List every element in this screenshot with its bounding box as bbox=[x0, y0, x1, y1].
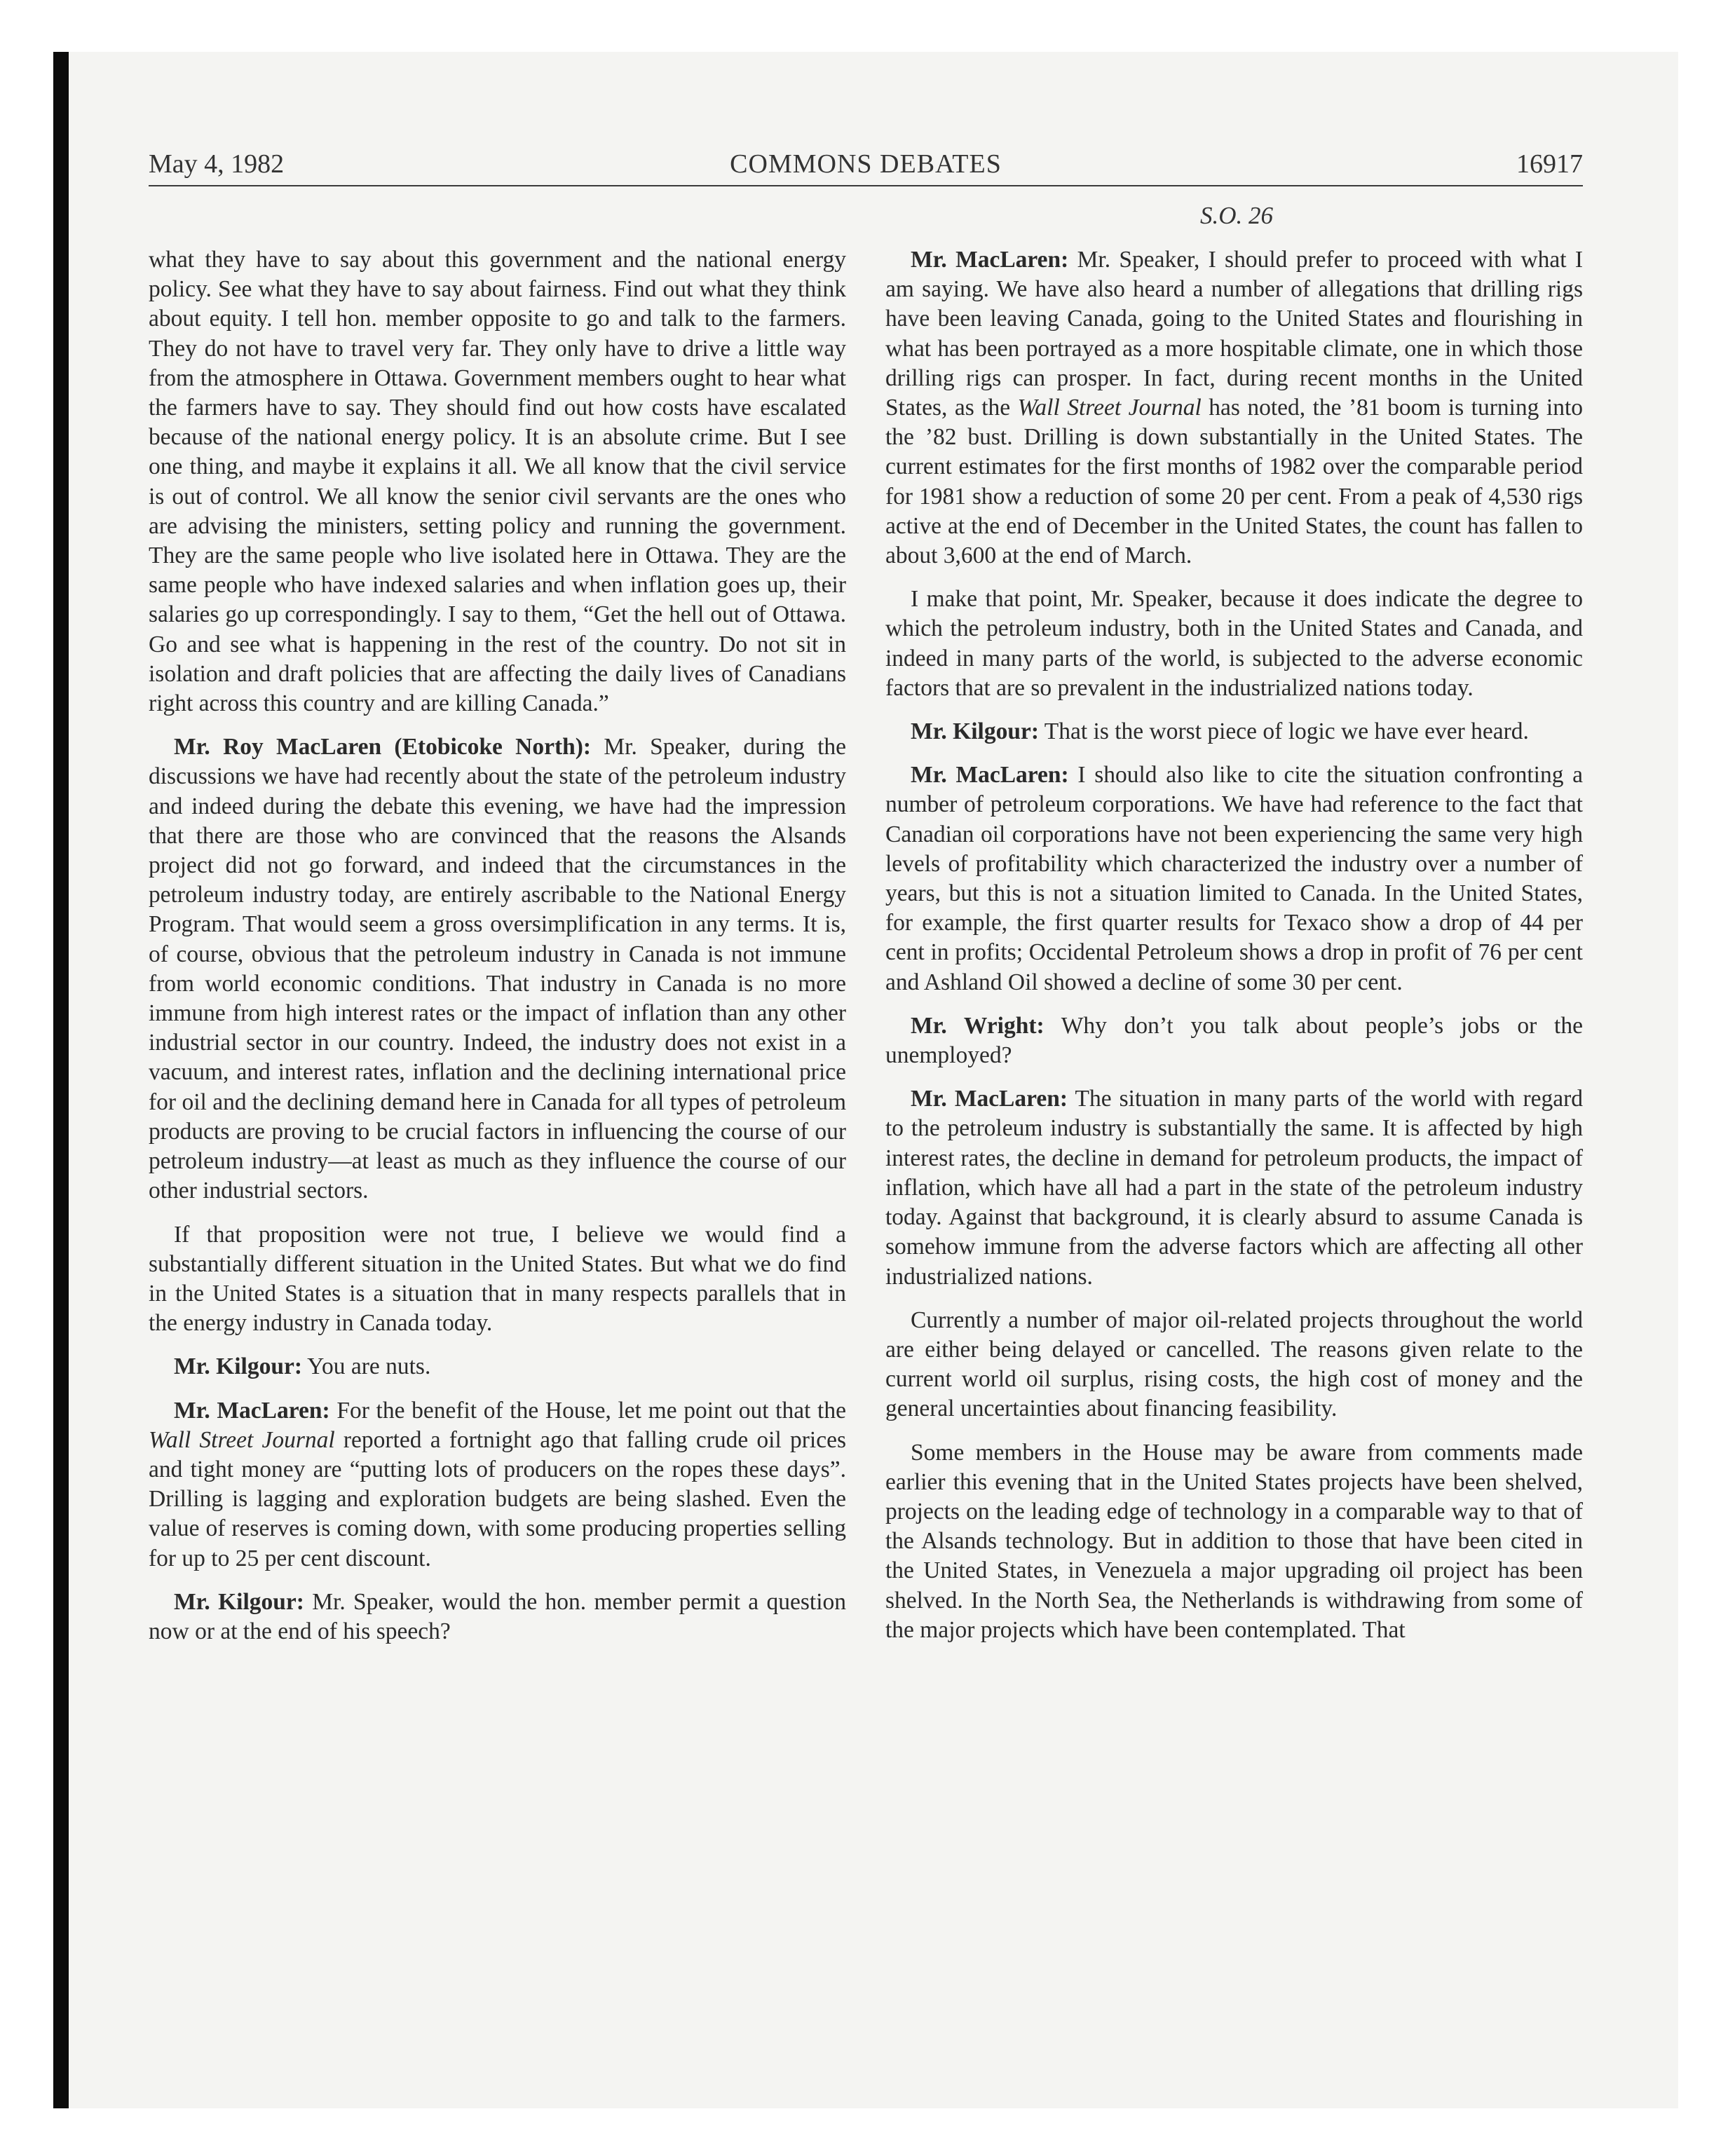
paragraph-text: I make that point, Mr. Speaker, because it does indicate the degree to which the petroleum industry, both in the United States and Canada, and indeed in many parts of the world, is subjected to the adverse economic factors that are so prevalent in the industrialized nations today. bbox=[885, 586, 1583, 701]
header-date: May 4, 1982 bbox=[149, 149, 285, 179]
speaker-name: Mr. MacLaren: bbox=[911, 762, 1069, 789]
speech-text: has noted, the ’81 boom is turning into the ’82 bust. Drilling is down substantially in the United States. The current estimates for the first months of 1982 over the comparable period for 1981 show a reduction of some 20 per cent. From a peak of 4,530 rigs active at the end of December in the United States, the count has fallen to about 3,600 at the end of March. bbox=[885, 395, 1584, 569]
paragraph-text: Some members in the House may be aware from comments made earlier this evening that in the United States projects have been shelved, projects on the leading edge of technology in a comparable way to that of the Alsands technology. But in addition to those that have been cited in the United States, in Venezuela a major upgrading oil project has been shelved. In the North Sea, the Netherlands is withdrawing from some of the major projects which have been contemplated. That bbox=[885, 1439, 1583, 1643]
section-reference: S.O. 26 bbox=[1199, 202, 1274, 229]
paragraph-text: Currently a number of major oil-related projects throughout the world are either being delayed or cancelled. The reasons given relate to the current world oil surplus, rising costs, the high cost of money and the general uncertainties about financing feasibility. bbox=[885, 1306, 1583, 1422]
speech-paragraph bbox=[885, 245, 1583, 571]
header-title: COMMONS DEBATES bbox=[730, 149, 1002, 179]
page-number: 16917 bbox=[1516, 149, 1583, 179]
paragraph bbox=[149, 1220, 846, 1339]
publication-title: Wall Street Journal bbox=[1017, 395, 1202, 421]
speaker-name: Mr. Wright: bbox=[911, 1012, 1045, 1039]
speaker-name: Mr. MacLaren: bbox=[174, 1397, 330, 1424]
speech-text: Mr. Speaker, would the hon. member permit a question now or at the end of his speech? bbox=[149, 1588, 847, 1644]
speech-paragraph bbox=[885, 717, 1583, 746]
paragraph bbox=[885, 585, 1583, 703]
left-column bbox=[149, 245, 846, 1660]
right-column bbox=[885, 245, 1583, 1659]
speaker-name: Mr. MacLaren: bbox=[911, 1086, 1068, 1112]
page-header bbox=[149, 149, 1583, 186]
speaker-name: Mr. MacLaren: bbox=[911, 247, 1069, 273]
scan-border bbox=[53, 52, 69, 2108]
speech-text: You are nuts. bbox=[302, 1353, 431, 1380]
speaker-name: Mr. Kilgour: bbox=[174, 1588, 304, 1615]
speech-text: reported a fortnight ago that falling crude oil prices and tight money are “putting lots of producers on the ropes these days”. Drilling is lagging and exploration budgets are being slashed. Even the value of reserves is coming down, with some producing properties selling for up to 25 per cent discount. bbox=[149, 1426, 846, 1571]
publication-title: Wall Street Journal bbox=[149, 1426, 335, 1453]
speech-text: Mr. Speaker, I should prefer to proceed with what I am saying. We have also heard a number of allegations that drilling rigs have been leaving Canada, going to the United States and flourishing in what has been portrayed as a more hospitable climate, one in which those drilling rigs can prosper. In fact, during recent months in the United States, as the bbox=[885, 247, 1583, 421]
speaker-name: Mr. Kilgour: bbox=[911, 718, 1039, 745]
speech-paragraph bbox=[149, 1396, 846, 1574]
speech-paragraph bbox=[149, 1588, 846, 1646]
speech-paragraph bbox=[885, 760, 1583, 997]
speaker-name: Mr. Roy MacLaren (Etobicoke North): bbox=[174, 734, 592, 760]
paragraph-text: If that proposition were not true, I believe we would find a substantially different situation in the United States. But what we do find in the United States is a situation that in many respects parallels that in the energy industry in Canada today. bbox=[149, 1221, 846, 1337]
speech-text: That is the worst piece of logic we have ever heard. bbox=[1039, 718, 1529, 745]
speech-text: I should also like to cite the situation confronting a number of petroleum corporations. We have had reference to the fact that Canadian oil corporations have not been experiencing the same very high levels of profitability which characterized the industry over a number of years, but this is not a situation limited to Canada. In the United States, for example, the first quarter results for Texaco show a drop of 44 per cent in profits; Occidental Petroleum shows a drop in profit of 76 per cent and Ashland Oil showed a decline of some 30 per cent. bbox=[885, 762, 1583, 995]
paragraph bbox=[149, 245, 846, 718]
paragraph-text: what they have to say about this government and the national energy policy. See what they have to say about fairness. Find out what they think about equity. I tell hon. member opposite to go and talk to the farmers. They do not have to travel very far. They only have to drive a little way from the atmosphere in Ottawa. Government members ought to hear what the farmers have to say. They should find out how costs have escalated because of the national energy policy. It is an absolute crime. But I see one thing, and maybe it explains it all. We all know that the civil service is out of control. We all know the senior civil servants are the ones who are advising the ministers, setting policy and running the government. They are the same people who live isolated here in Ottawa. They are the same people who have indexed salaries and when inflation goes up, their salaries go up correspondingly. I say to them, “Get the hell out of Ottawa. Go and see what is happening in the rest of the country. Do not sit in isolation and draft policies that are affecting the daily lives of Canadians right across this country and are killing Canada.” bbox=[149, 247, 846, 717]
paragraph bbox=[885, 1438, 1583, 1645]
speech-text: Mr. Speaker, during the discussions we have had recently about the state of the petroleum industry and indeed during the debate this evening, we have had the impression that there are those who are convinced that the reasons the Alsands project did not go forward, and indeed that the circumstances in the petroleum industry today, are entirely ascribable to the National Energy Program. That would seem a gross oversimplification in any terms. It is, of course, obvious that the petroleum industry in Canada is not immune from world economic conditions. That industry in Canada is no more immune from high interest rates or the impact of inflation than any other industrial sector in our country. Indeed, the industry does not exist in a vacuum, and interest rates, inflation and the declining international price for oil and the declining demand here in Canada for all types of petroleum products are proving to be crucial factors in influencing the course of our petroleum industry—at least as much as they influence the course of our other industrial sectors. bbox=[149, 734, 846, 1204]
paragraph bbox=[885, 1306, 1583, 1424]
speech-text: The situation in many parts of the world with regard to the petroleum industry is substantially the same. It is affected by high interest rates, the decline in demand for petroleum products, the impact of inflation, which have all had a part in the state of the petroleum industry today. Against that background, it is clearly absurd to assume Canada is somehow immune from the adverse factors which are affecting all other industrialized nations. bbox=[885, 1086, 1583, 1290]
speech-paragraph bbox=[885, 1084, 1583, 1291]
speech-paragraph bbox=[149, 732, 846, 1206]
speech-text: For the benefit of the House, let me point out that the bbox=[329, 1397, 846, 1424]
speaker-name: Mr. Kilgour: bbox=[174, 1353, 302, 1380]
speech-paragraph bbox=[149, 1352, 846, 1381]
speech-paragraph bbox=[885, 1011, 1583, 1070]
speech-text: Why don’t you talk about people’s jobs or the unemployed? bbox=[885, 1012, 1583, 1069]
